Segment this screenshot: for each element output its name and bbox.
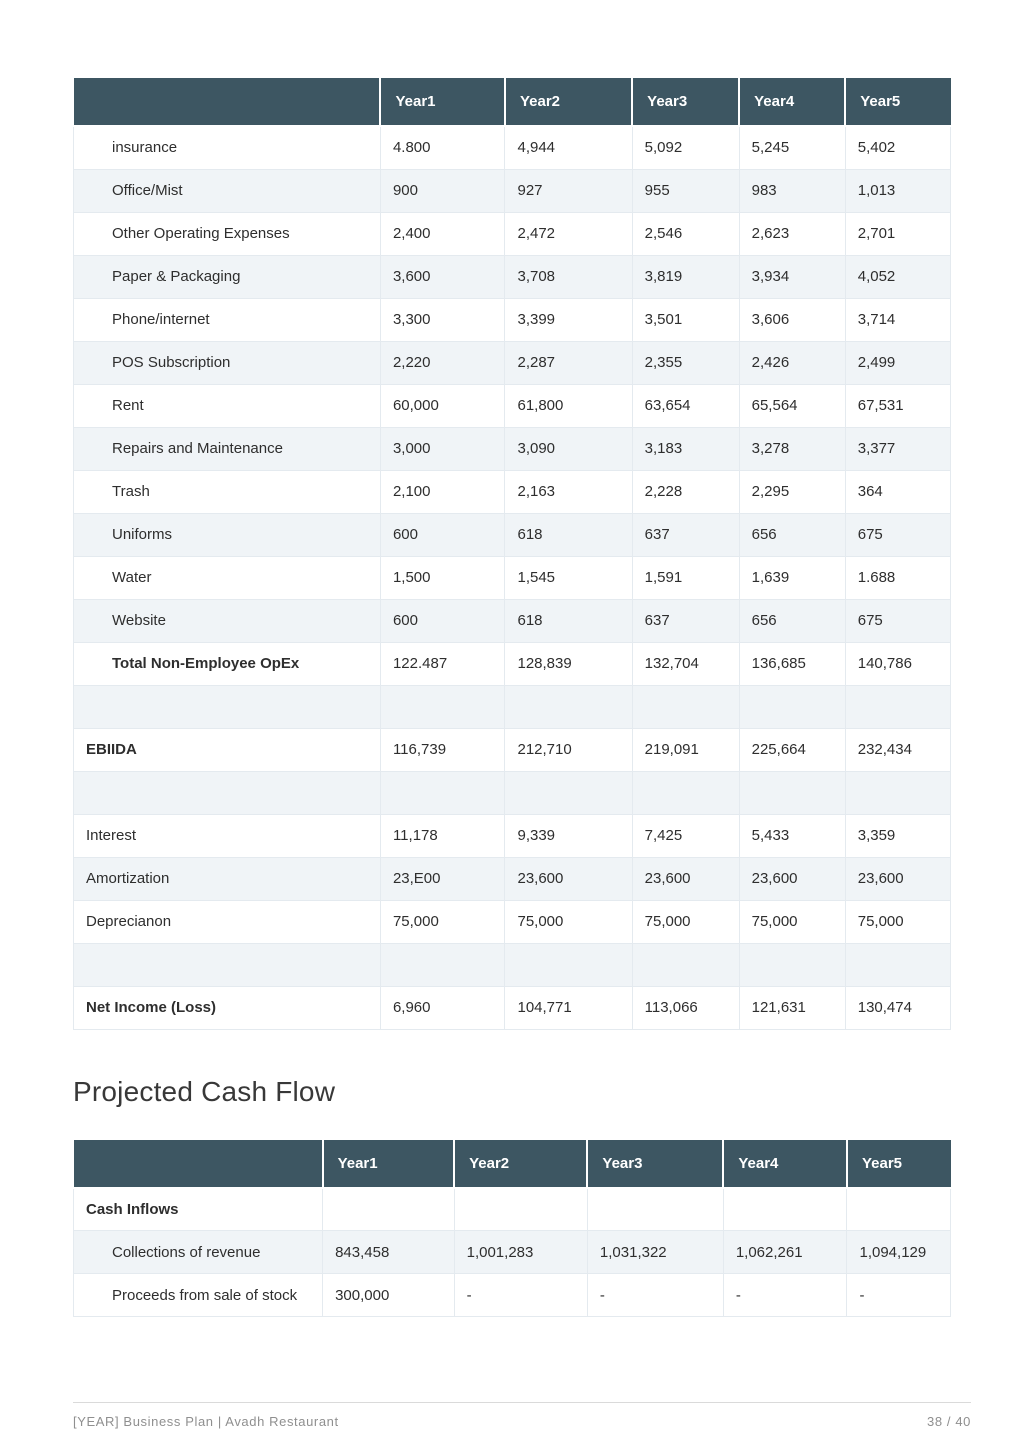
opex-table-header bbox=[74, 78, 951, 126]
cell-value: 23,600 bbox=[505, 857, 632, 900]
column-header-year3: Year3 bbox=[632, 78, 739, 126]
table-row bbox=[74, 212, 951, 255]
cell-value: 2,287 bbox=[505, 341, 632, 384]
row-label: Water bbox=[74, 556, 381, 599]
cell-value: 2,499 bbox=[845, 341, 950, 384]
row-label: Amortization bbox=[74, 857, 381, 900]
row-label: Rent bbox=[74, 384, 381, 427]
table-row bbox=[74, 255, 951, 298]
cell-value: 65,564 bbox=[739, 384, 845, 427]
cell-value: 2,400 bbox=[380, 212, 505, 255]
cell-value: 113,066 bbox=[632, 986, 739, 1029]
row-label: Other Operating Expenses bbox=[74, 212, 381, 255]
cell-value: 3,183 bbox=[632, 427, 739, 470]
cell-value: 2,295 bbox=[739, 470, 845, 513]
cell-value: 1,001,283 bbox=[454, 1231, 587, 1274]
cell-value: 75,000 bbox=[632, 900, 739, 943]
cell-value: 927 bbox=[505, 169, 632, 212]
cell-value: 955 bbox=[632, 169, 739, 212]
column-header-year2: Year2 bbox=[454, 1140, 587, 1188]
column-header-year1: Year1 bbox=[380, 78, 505, 126]
row-label: Trash bbox=[74, 470, 381, 513]
cell-value: 637 bbox=[632, 513, 739, 556]
footer-document-title: [YEAR] Business Plan | Avadh Restaurant bbox=[73, 1414, 339, 1429]
cell-value: 843,458 bbox=[323, 1231, 455, 1274]
cell-value: 75,000 bbox=[505, 900, 632, 943]
table-row bbox=[74, 341, 951, 384]
table-row bbox=[74, 169, 951, 212]
cell-value: 11,178 bbox=[380, 814, 505, 857]
cell-value: 1,013 bbox=[845, 169, 950, 212]
cell-value: - bbox=[847, 1274, 951, 1317]
cell-value: 67,531 bbox=[845, 384, 950, 427]
row-label: Total Non-Employee OpEx bbox=[74, 642, 381, 685]
cell-value: 3,000 bbox=[380, 427, 505, 470]
cell-value: 983 bbox=[739, 169, 845, 212]
cell-value bbox=[323, 1188, 455, 1231]
cell-value: 122.487 bbox=[380, 642, 505, 685]
row-label: POS Subscription bbox=[74, 341, 381, 384]
cell-value: 136,685 bbox=[739, 642, 845, 685]
cell-value: 5,433 bbox=[739, 814, 845, 857]
cell-value: 23,E00 bbox=[380, 857, 505, 900]
cell-value: 63,654 bbox=[632, 384, 739, 427]
cell-value: 2,100 bbox=[380, 470, 505, 513]
cell-value: 2,701 bbox=[845, 212, 950, 255]
cell-value bbox=[505, 771, 632, 814]
cell-value: 1,591 bbox=[632, 556, 739, 599]
cell-value: 900 bbox=[380, 169, 505, 212]
cell-value: 3,399 bbox=[505, 298, 632, 341]
cell-value: 2,228 bbox=[632, 470, 739, 513]
cash-flow-table-header bbox=[74, 1140, 951, 1188]
row-label: Net Income (Loss) bbox=[74, 986, 381, 1029]
cell-value: 1,639 bbox=[739, 556, 845, 599]
cell-value: 3,377 bbox=[845, 427, 950, 470]
cell-value: 675 bbox=[845, 513, 950, 556]
table-row bbox=[74, 1188, 951, 1231]
row-label: Repairs and Maintenance bbox=[74, 427, 381, 470]
column-header-year3: Year3 bbox=[587, 1140, 723, 1188]
table-row bbox=[74, 900, 951, 943]
cell-value bbox=[739, 943, 845, 986]
table-row bbox=[74, 642, 951, 685]
row-label: Cash Inflows bbox=[74, 1188, 323, 1231]
cell-value: 4,944 bbox=[505, 126, 632, 169]
cell-value: 1,094,129 bbox=[847, 1231, 951, 1274]
row-label: Paper & Packaging bbox=[74, 255, 381, 298]
row-label: Interest bbox=[74, 814, 381, 857]
cell-value: 75,000 bbox=[739, 900, 845, 943]
cell-value bbox=[632, 771, 739, 814]
spacer-row bbox=[74, 685, 951, 728]
column-header-year4: Year4 bbox=[739, 78, 845, 126]
row-label: Website bbox=[74, 599, 381, 642]
cell-value: 4.800 bbox=[380, 126, 505, 169]
cell-value: 3,359 bbox=[845, 814, 950, 857]
cell-value: 7,425 bbox=[632, 814, 739, 857]
row-label: Phone/internet bbox=[74, 298, 381, 341]
cell-value: 4,052 bbox=[845, 255, 950, 298]
cell-value: 637 bbox=[632, 599, 739, 642]
cell-value: 3,501 bbox=[632, 298, 739, 341]
cell-value: 116,739 bbox=[380, 728, 505, 771]
row-label bbox=[74, 771, 381, 814]
cell-value: 2,623 bbox=[739, 212, 845, 255]
table-row bbox=[74, 298, 951, 341]
cell-value: 6,960 bbox=[380, 986, 505, 1029]
cell-value: 212,710 bbox=[505, 728, 632, 771]
cell-value bbox=[380, 943, 505, 986]
spacer-row bbox=[74, 771, 951, 814]
cell-value: 675 bbox=[845, 599, 950, 642]
table-row bbox=[74, 513, 951, 556]
cell-value: 75,000 bbox=[380, 900, 505, 943]
cash-flow-table bbox=[73, 1140, 951, 1318]
header-row bbox=[74, 1140, 951, 1188]
table-row bbox=[74, 814, 951, 857]
column-header-year5: Year5 bbox=[845, 78, 950, 126]
cell-value: 600 bbox=[380, 599, 505, 642]
column-header-year5: Year5 bbox=[847, 1140, 951, 1188]
cell-value: 5,245 bbox=[739, 126, 845, 169]
table-row bbox=[74, 728, 951, 771]
header-row bbox=[74, 78, 951, 126]
cell-value: 364 bbox=[845, 470, 950, 513]
cell-value bbox=[454, 1188, 587, 1231]
page-footer bbox=[73, 1402, 971, 1429]
table-row bbox=[74, 470, 951, 513]
row-label bbox=[74, 685, 381, 728]
cell-value: 140,786 bbox=[845, 642, 950, 685]
cell-value: 656 bbox=[739, 513, 845, 556]
cell-value: 3,278 bbox=[739, 427, 845, 470]
cell-value: 3,934 bbox=[739, 255, 845, 298]
cell-value: 23,600 bbox=[739, 857, 845, 900]
row-label: Uniforms bbox=[74, 513, 381, 556]
cell-value bbox=[845, 771, 950, 814]
cell-value: 618 bbox=[505, 599, 632, 642]
row-label: EBIIDA bbox=[74, 728, 381, 771]
row-label: Deprecianon bbox=[74, 900, 381, 943]
page-content bbox=[73, 78, 951, 1317]
row-label: Proceeds from sale of stock bbox=[74, 1274, 323, 1317]
section-title: Projected Cash Flow bbox=[73, 1075, 336, 1107]
cell-value: 2,163 bbox=[505, 470, 632, 513]
column-header-blank bbox=[74, 78, 381, 126]
cell-value: - bbox=[454, 1274, 587, 1317]
cell-value: 300,000 bbox=[323, 1274, 455, 1317]
cell-value: 2,472 bbox=[505, 212, 632, 255]
column-header-year4: Year4 bbox=[723, 1140, 847, 1188]
table-row bbox=[74, 126, 951, 169]
cell-value: 3,708 bbox=[505, 255, 632, 298]
row-label: Office/Mist bbox=[74, 169, 381, 212]
cell-value: 1.688 bbox=[845, 556, 950, 599]
cell-value: 23,600 bbox=[845, 857, 950, 900]
cell-value: 3,606 bbox=[739, 298, 845, 341]
cell-value: 656 bbox=[739, 599, 845, 642]
cell-value: 104,771 bbox=[505, 986, 632, 1029]
cell-value bbox=[380, 685, 505, 728]
cell-value: 60,000 bbox=[380, 384, 505, 427]
table-row bbox=[74, 556, 951, 599]
cell-value: 132,704 bbox=[632, 642, 739, 685]
row-label bbox=[74, 943, 381, 986]
opex-table bbox=[73, 78, 951, 1030]
row-label: insurance bbox=[74, 126, 381, 169]
cell-value bbox=[505, 685, 632, 728]
cell-value: 3,090 bbox=[505, 427, 632, 470]
table-row bbox=[74, 599, 951, 642]
cell-value: 219,091 bbox=[632, 728, 739, 771]
cell-value bbox=[739, 685, 845, 728]
cell-value: 130,474 bbox=[845, 986, 950, 1029]
cell-value: 618 bbox=[505, 513, 632, 556]
cell-value: 3,819 bbox=[632, 255, 739, 298]
cell-value bbox=[632, 685, 739, 728]
cell-value bbox=[380, 771, 505, 814]
cell-value: 2,426 bbox=[739, 341, 845, 384]
cell-value: 1,500 bbox=[380, 556, 505, 599]
table-row bbox=[74, 857, 951, 900]
cell-value: 1,545 bbox=[505, 556, 632, 599]
cash-flow-table-body bbox=[74, 1188, 951, 1317]
table-row bbox=[74, 427, 951, 470]
cell-value bbox=[739, 771, 845, 814]
cell-value: 121,631 bbox=[739, 986, 845, 1029]
cell-value: 5,402 bbox=[845, 126, 950, 169]
cell-value: 225,664 bbox=[739, 728, 845, 771]
footer-page-number: 38 / 40 bbox=[927, 1414, 971, 1429]
cell-value bbox=[505, 943, 632, 986]
cell-value: 2,220 bbox=[380, 341, 505, 384]
spacer-row bbox=[74, 943, 951, 986]
opex-table-body bbox=[74, 126, 951, 1029]
cell-value: 5,092 bbox=[632, 126, 739, 169]
cell-value: - bbox=[723, 1274, 847, 1317]
cell-value bbox=[847, 1188, 951, 1231]
cell-value: 9,339 bbox=[505, 814, 632, 857]
row-label: Collections of revenue bbox=[74, 1231, 323, 1274]
cell-value: - bbox=[587, 1274, 723, 1317]
column-header-blank bbox=[74, 1140, 323, 1188]
cell-value: 3,300 bbox=[380, 298, 505, 341]
cell-value bbox=[587, 1188, 723, 1231]
cell-value bbox=[723, 1188, 847, 1231]
cell-value: 128,839 bbox=[505, 642, 632, 685]
cell-value: 3,714 bbox=[845, 298, 950, 341]
cell-value: 2,355 bbox=[632, 341, 739, 384]
table-row bbox=[74, 1231, 951, 1274]
cell-value bbox=[632, 943, 739, 986]
cell-value: 1,062,261 bbox=[723, 1231, 847, 1274]
cell-value: 75,000 bbox=[845, 900, 950, 943]
column-header-year2: Year2 bbox=[505, 78, 632, 126]
table-row bbox=[74, 986, 951, 1029]
column-header-year1: Year1 bbox=[323, 1140, 455, 1188]
cell-value: 23,600 bbox=[632, 857, 739, 900]
cell-value: 1,031,322 bbox=[587, 1231, 723, 1274]
cell-value: 232,434 bbox=[845, 728, 950, 771]
table-row bbox=[74, 384, 951, 427]
cell-value bbox=[845, 943, 950, 986]
cell-value: 61,800 bbox=[505, 384, 632, 427]
cell-value: 600 bbox=[380, 513, 505, 556]
table-row bbox=[74, 1274, 951, 1317]
cell-value: 2,546 bbox=[632, 212, 739, 255]
cell-value bbox=[845, 685, 950, 728]
cell-value: 3,600 bbox=[380, 255, 505, 298]
